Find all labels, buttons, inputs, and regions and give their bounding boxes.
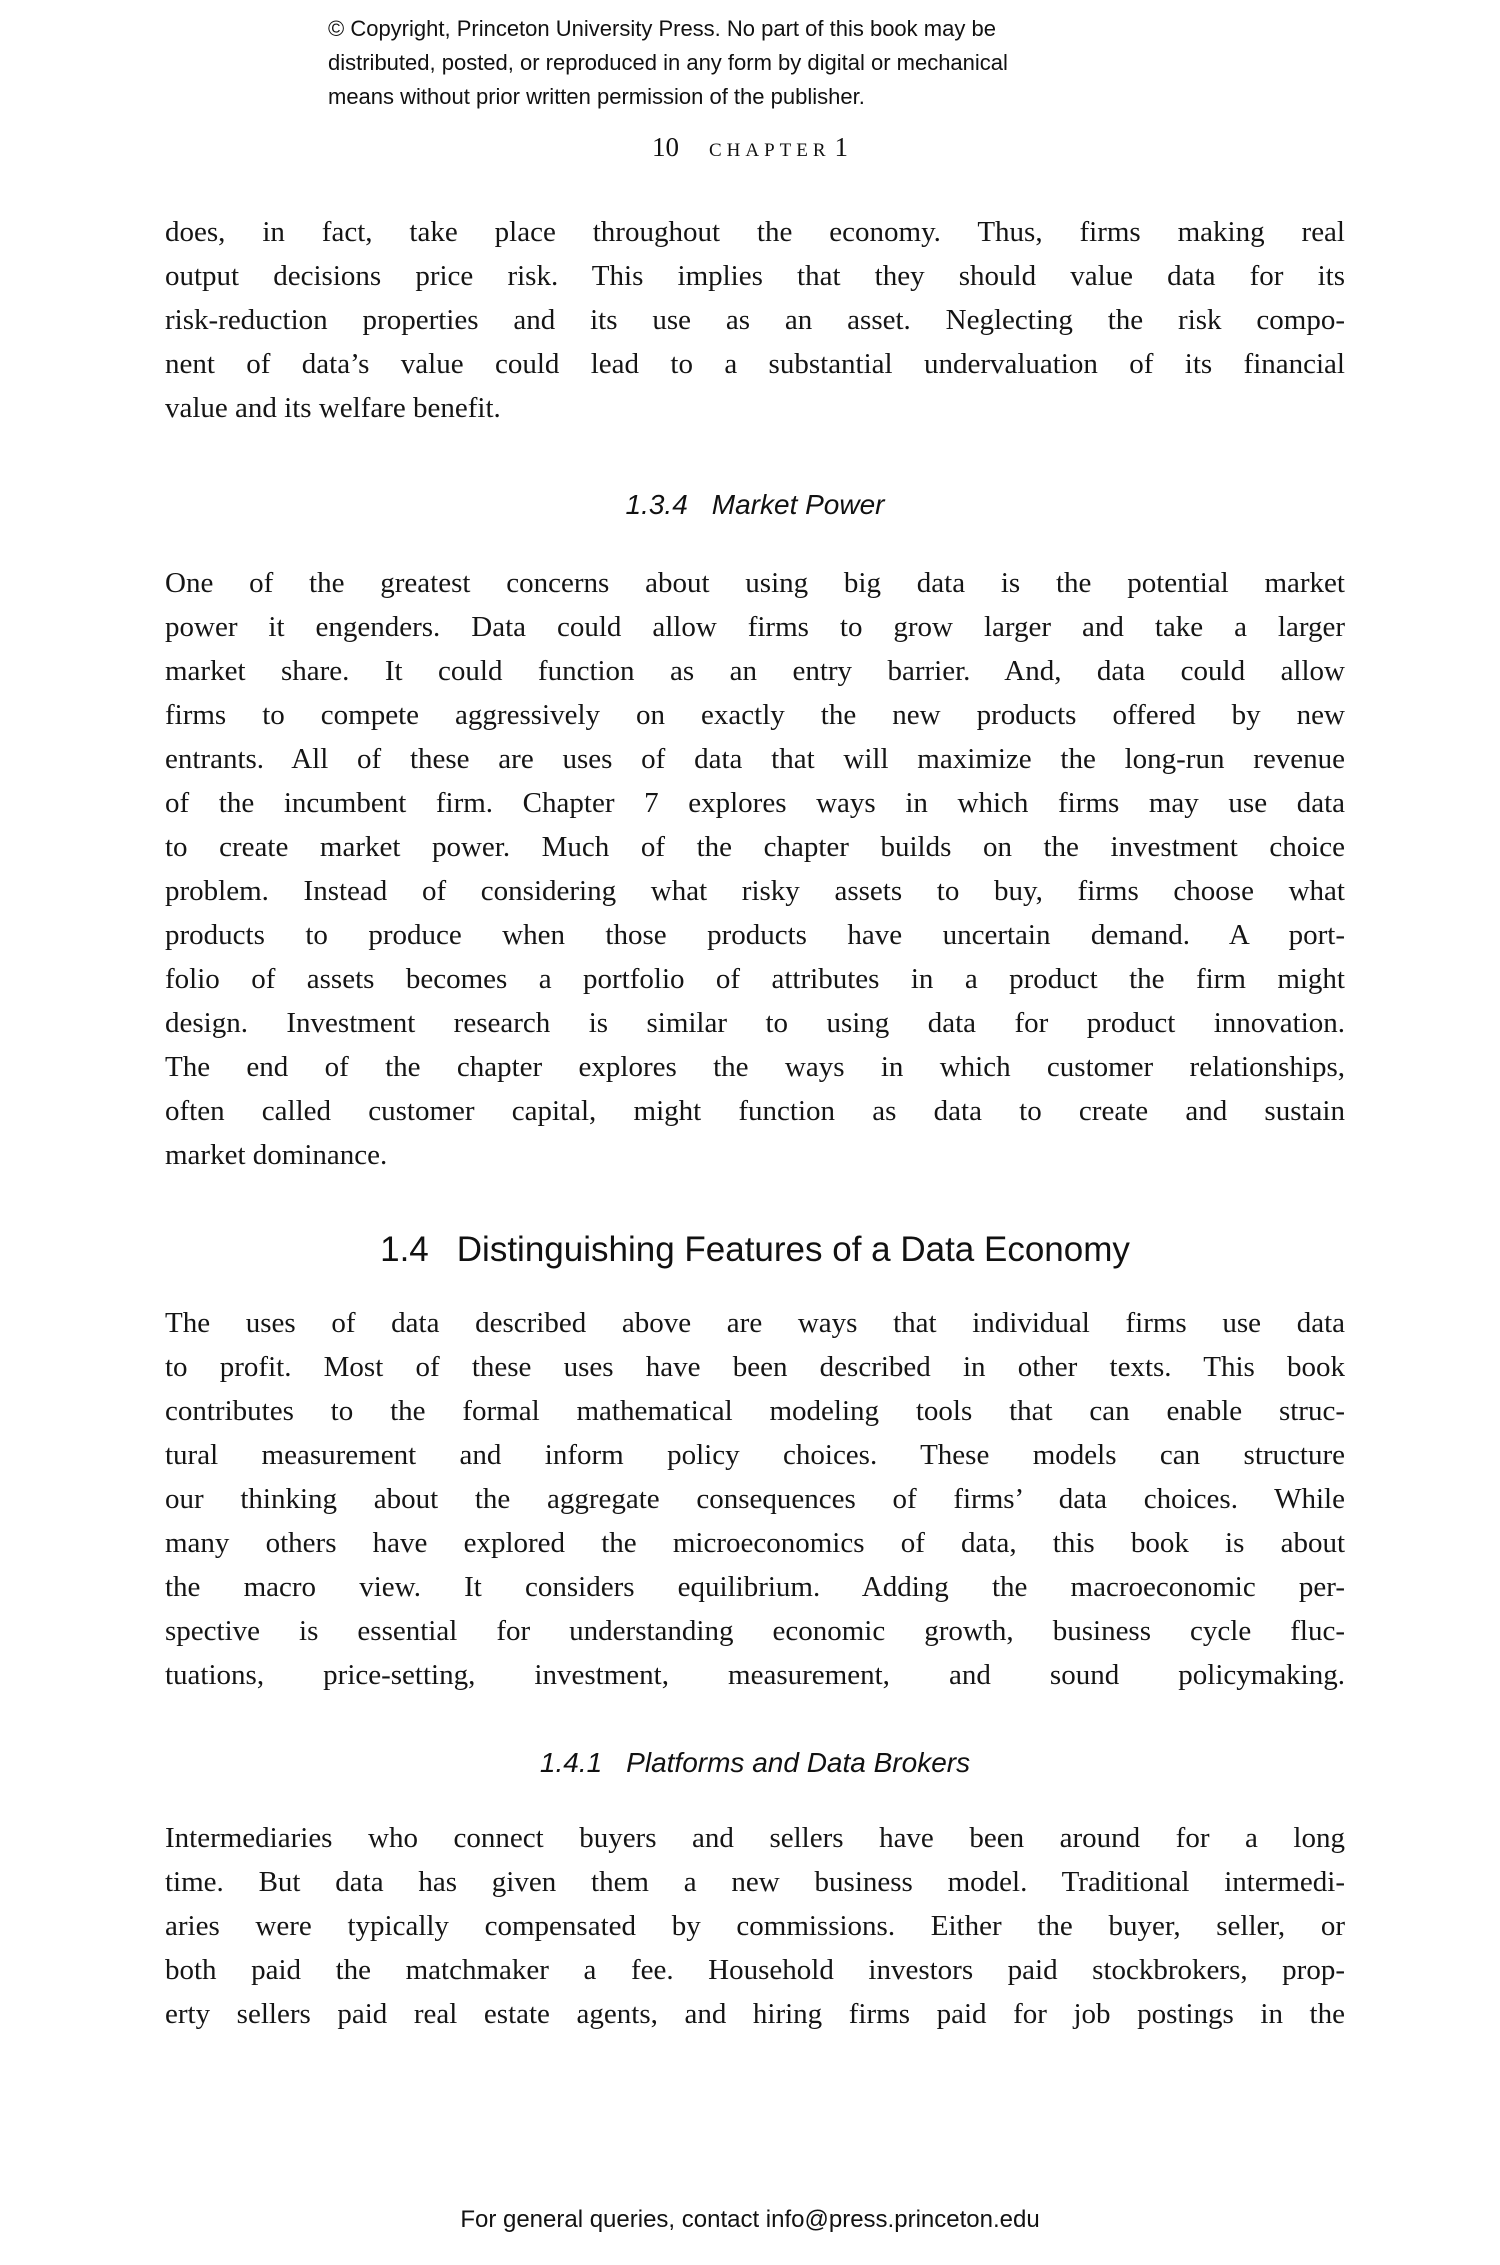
text-line: the macro view. It considers equilibrium. Adding the macroeconomic per- — [165, 1571, 1345, 1603]
text-line: The end of the chapter explores the ways in which customer relationships, — [165, 1051, 1345, 1083]
text-line: Intermediaries who connect buyers and sellers have been around for a long — [165, 1822, 1345, 1854]
section-heading-1.3.4 — [165, 485, 1345, 525]
copyright-line: distributed, posted, or reproduced in any form by digital or mechanical — [328, 50, 1008, 75]
text-line: contributes to the formal mathematical modeling tools that can enable struc- — [165, 1395, 1345, 1427]
text-line: tural measurement and inform policy choices. These models can structure — [165, 1439, 1345, 1471]
heading-number: 1.3.4 — [625, 489, 688, 520]
copyright-line: means without prior written permission of the publisher. — [328, 84, 865, 109]
text-line: products to produce when those products have uncertain demand. A port- — [165, 919, 1345, 951]
text-line: to create market power. Much of the chapter builds on the investment choice — [165, 831, 1345, 863]
text-line: value and its welfare benefit. — [165, 392, 501, 424]
text-line: many others have explored the microeconomics of data, this book is about — [165, 1527, 1345, 1559]
text-line: often called customer capital, might function as data to create and sustain — [165, 1095, 1345, 1127]
text-line: entrants. All of these are uses of data that will maximize the long-run revenue — [165, 743, 1345, 775]
text-line: nent of data’s value could lead to a substantial undervaluation of its financial — [165, 348, 1345, 380]
para-1 — [165, 210, 1345, 430]
text-line: One of the greatest concerns about using big data is the potential market — [165, 567, 1345, 599]
text-line: market dominance. — [165, 1139, 388, 1171]
text-line: design. Investment research is similar to using data for product innovation. — [165, 1007, 1345, 1039]
para-3 — [165, 1301, 1345, 1697]
text-line: power it engenders. Data could allow firms to grow larger and take a larger — [165, 611, 1345, 643]
heading-number: 1.4.1 — [539, 1747, 603, 1778]
text-line: both paid the matchmaker a fee. Household investors paid stockbrokers, prop- — [165, 1954, 1345, 1986]
text-line: market share. It could function as an entry barrier. And, data could allow — [165, 655, 1345, 687]
text-line: output decisions price risk. This implies that they should value data for its — [165, 260, 1345, 292]
text-line: does, in fact, take place throughout the economy. Thus, firms making real — [165, 216, 1345, 248]
heading-title: Distinguishing Features of a Data Economy — [456, 1230, 1130, 1269]
text-line: of the incumbent firm. Chapter 7 explores ways in which firms may use data — [165, 787, 1345, 819]
chapter-label: chapter — [708, 132, 831, 162]
section-heading-1.4 — [165, 1226, 1345, 1274]
text-line: our thinking about the aggregate consequences of firms’ data choices. While — [165, 1483, 1345, 1515]
text-line: time. But data has given them a new business model. Traditional intermedi- — [165, 1866, 1345, 1898]
text-line: folio of assets becomes a portfolio of attributes in a product the firm might — [165, 963, 1345, 995]
text-line: spective is essential for understanding economic growth, business cycle fluc- — [165, 1615, 1345, 1647]
text-line: risk-reduction properties and its use as an asset. Neglecting the risk compo- — [165, 304, 1345, 336]
page-content — [165, 0, 1345, 2036]
text-line: aries were typically compensated by commissions. Either the buyer, seller, or — [165, 1910, 1345, 1942]
footer-queries — [0, 2205, 1500, 2235]
heading-title: Platforms and Data Brokers — [626, 1747, 971, 1778]
text-line: to profit. Most of these uses have been described in other texts. This book — [165, 1351, 1345, 1383]
footer-text: For general queries, contact info@press.princeton.edu — [460, 2206, 1040, 2233]
text-line: The uses of data described above are ways that individual firms use data — [165, 1307, 1345, 1339]
text-line: tuations, price-setting, investment, measurement, and sound policymaking. — [165, 1659, 1345, 1691]
section-heading-1.4.1 — [165, 1743, 1345, 1783]
copyright-line: © Copyright, Princeton University Press. No part of this book may be — [328, 16, 996, 41]
para-2 — [165, 561, 1345, 1177]
text-line: erty sellers paid real estate agents, and hiring firms paid for job postings in the — [165, 1998, 1345, 2030]
chapter-number: 1 — [834, 132, 849, 162]
heading-number: 1.4 — [380, 1230, 429, 1269]
text-line: problem. Instead of considering what risky assets to buy, firms choose what — [165, 875, 1345, 907]
para-4 — [165, 1816, 1345, 2036]
page-number: 10 — [651, 132, 679, 162]
heading-title: Market Power — [711, 489, 885, 520]
text-line: firms to compete aggressively on exactly the new products offered by new — [165, 699, 1345, 731]
